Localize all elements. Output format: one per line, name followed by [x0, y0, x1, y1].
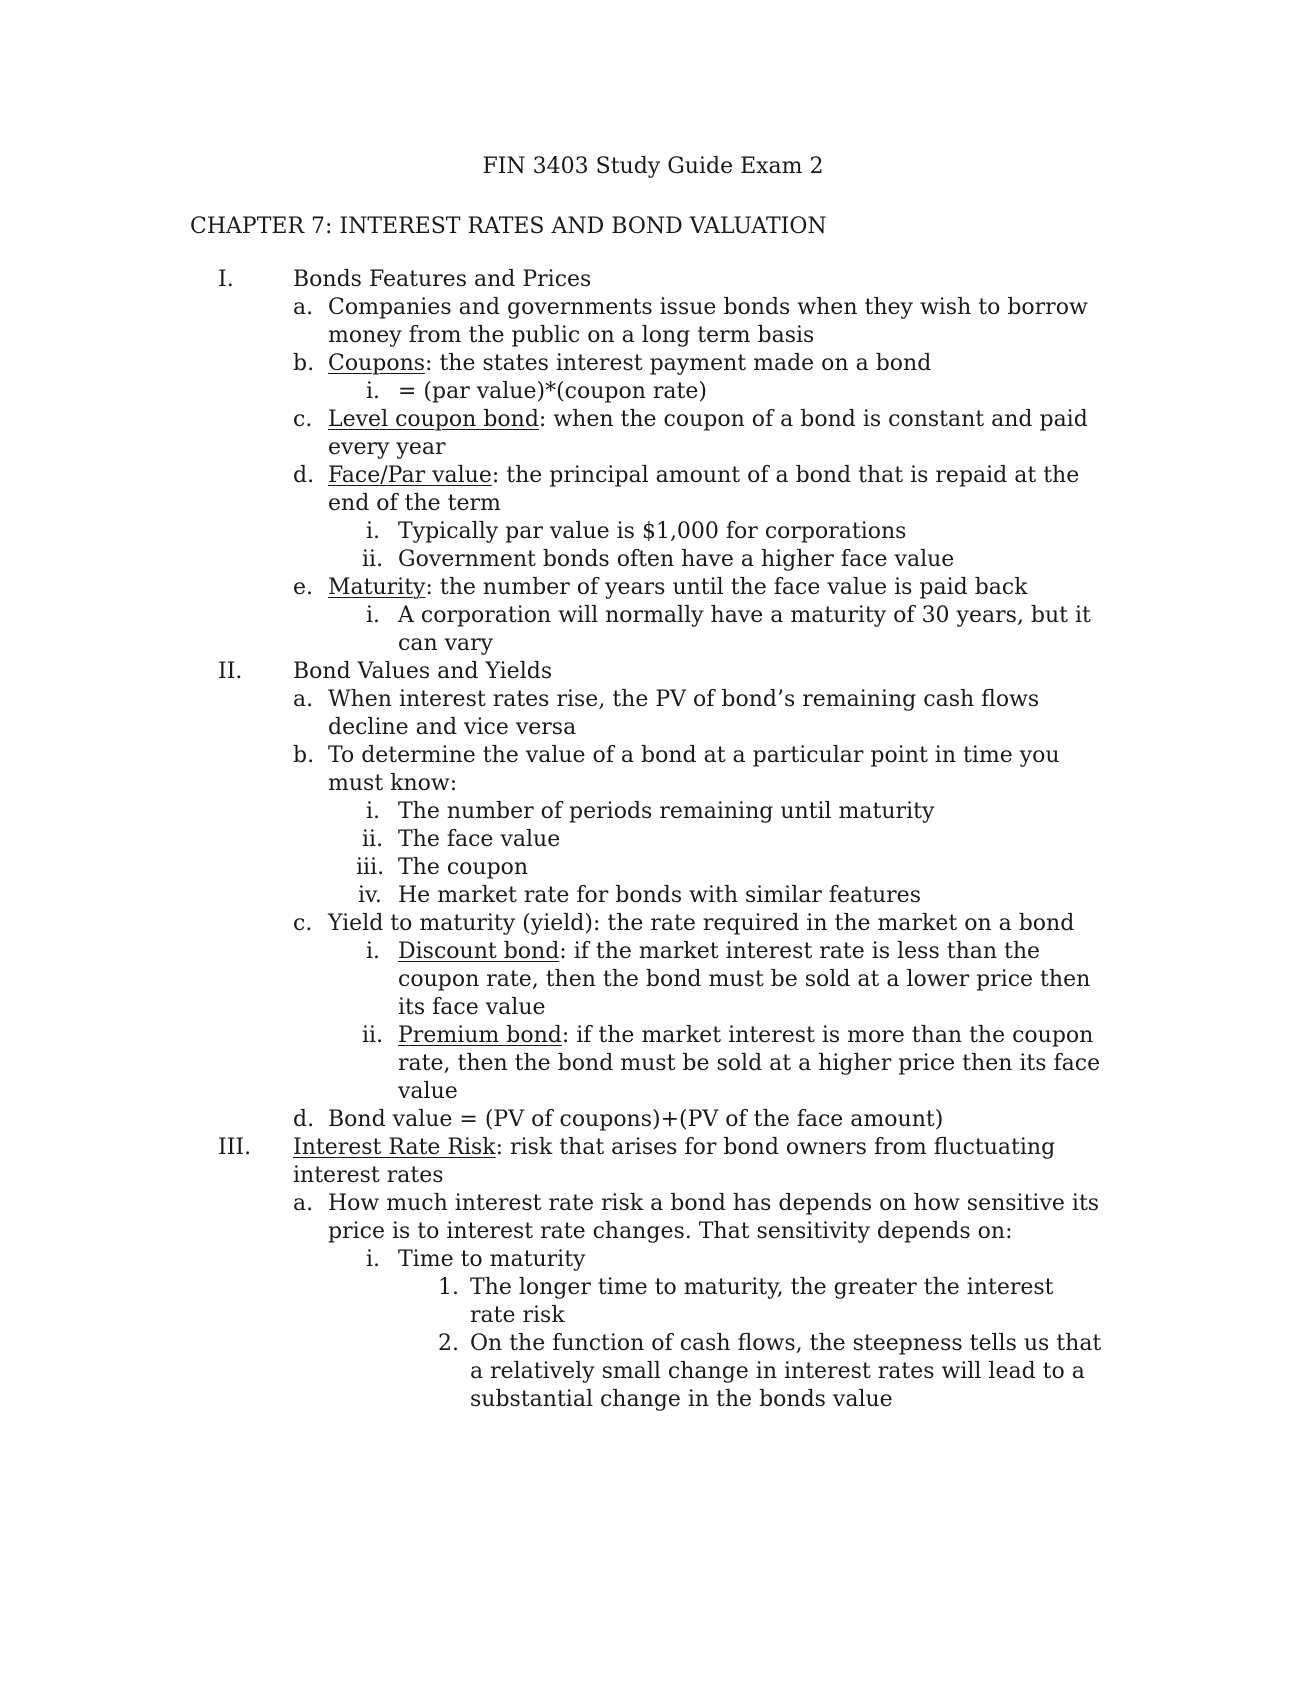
term-maturity: Maturity: [328, 575, 426, 600]
item-marker: b.: [293, 743, 315, 768]
item-text: [328, 349, 931, 379]
sub-text: value: [398, 1079, 458, 1104]
sub-marker: i.: [366, 379, 381, 404]
item-text: How much interest rate risk a bond has depends on how sensitive its: [328, 1191, 1100, 1216]
sub-marker: i.: [366, 1247, 381, 1272]
item-marker: a.: [293, 1191, 314, 1216]
item-text: When interest rates rise, the PV of bond’s remaining cash flows: [328, 687, 1040, 712]
sub-marker: i.: [366, 603, 381, 628]
section-marker: II.: [218, 659, 243, 684]
item-marker: a.: [293, 687, 314, 712]
item-text: must know:: [328, 771, 458, 796]
item-text: price is to interest rate changes. That sensitivity depends on:: [328, 1219, 1013, 1244]
subsub-marker: 2.: [438, 1331, 459, 1356]
section-heading: Bonds Features and Prices: [293, 267, 592, 292]
chapter-heading: CHAPTER 7: INTEREST RATES AND BOND VALUATION: [190, 214, 827, 239]
section-marker: I.: [218, 267, 234, 292]
section-heading: [293, 1133, 1055, 1163]
sub-marker: i.: [366, 939, 381, 964]
sub-marker: ii.: [362, 1023, 384, 1048]
sub-text: [398, 937, 1040, 967]
item-text: Companies and governments issue bonds when they wish to borrow: [328, 295, 1088, 320]
item-text: decline and vice versa: [328, 715, 577, 740]
sub-text: A corporation will normally have a maturity of 30 years, but it: [398, 603, 1091, 628]
item-text: : the principal amount of a bond that is repaid at the: [491, 463, 1080, 488]
item-text: end of the term: [328, 491, 501, 516]
term-level-coupon-bond: Level coupon bond: [328, 407, 539, 432]
sub-text: Time to maturity: [398, 1247, 586, 1272]
item-text: : the number of years until the face value is paid back: [425, 575, 1028, 600]
sub-text: can vary: [398, 631, 494, 656]
item-text: [328, 461, 1079, 491]
sub-text: [398, 1021, 1093, 1051]
subsub-text: The longer time to maturity, the greater the interest: [470, 1275, 1054, 1300]
sub-text: = (par value)*(coupon rate): [398, 379, 707, 404]
item-text: money from the public on a long term basis: [328, 323, 815, 348]
subsub-marker: 1.: [438, 1275, 459, 1300]
item-text: [328, 573, 1028, 603]
item-marker: c.: [293, 911, 313, 936]
item-text: To determine the value of a bond at a particular point in time you: [328, 743, 1060, 768]
item-marker: c.: [293, 407, 313, 432]
document-title: FIN 3403 Study Guide Exam 2: [482, 154, 824, 179]
term-interest-rate-risk: Interest Rate Risk: [293, 1135, 496, 1160]
sub-text: The number of periods remaining until maturity: [398, 799, 935, 824]
subsub-text: rate risk: [470, 1303, 565, 1328]
sub-text: Typically par value is $1,000 for corporations: [398, 519, 907, 544]
sub-marker: iii.: [356, 855, 385, 880]
sub-marker: ii.: [362, 547, 384, 572]
item-marker: b.: [293, 351, 315, 376]
item-text: : the states interest payment made on a bond: [425, 351, 932, 376]
term-coupons: Coupons: [328, 351, 426, 376]
sub-text: its face value: [398, 995, 546, 1020]
item-marker: d.: [293, 463, 315, 488]
item-marker: e.: [293, 575, 314, 600]
section-marker: III.: [218, 1135, 252, 1160]
item-text: every year: [328, 435, 446, 460]
sub-marker: i.: [366, 519, 381, 544]
sub-marker: i.: [366, 799, 381, 824]
section-heading-text: : risk that arises for bond owners from fluctuating: [495, 1135, 1056, 1160]
sub-text: rate, then the bond must be sold at a higher price then its face: [398, 1051, 1101, 1076]
sub-text: coupon rate, then the bond must be sold at a lower price then: [398, 967, 1091, 992]
subsub-text: On the function of cash flows, the steepness tells us that: [470, 1331, 1102, 1356]
item-marker: a.: [293, 295, 314, 320]
sub-text: The coupon: [398, 855, 529, 880]
sub-marker: iv.: [358, 883, 382, 908]
sub-marker: ii.: [362, 827, 384, 852]
item-text: Yield to maturity (yield): the rate required in the market on a bond: [328, 911, 1075, 936]
term-face-par-value: Face/Par value: [328, 463, 492, 488]
term-premium-bond: Premium bond: [398, 1023, 562, 1048]
sub-text: Government bonds often have a higher face value: [398, 547, 955, 572]
item-text: : when the coupon of a bond is constant and paid: [538, 407, 1088, 432]
section-heading: Bond Values and Yields: [293, 659, 553, 684]
sub-text: The face value: [398, 827, 561, 852]
item-text: [328, 405, 1088, 435]
sub-text: He market rate for bonds with similar features: [398, 883, 921, 908]
term-discount-bond: Discount bond: [398, 939, 560, 964]
sub-text: : if the market interest rate is less than the: [559, 939, 1041, 964]
sub-text: : if the market interest is more than the coupon: [561, 1023, 1094, 1048]
section-heading-text: interest rates: [293, 1163, 444, 1188]
subsub-text: substantial change in the bonds value: [470, 1387, 893, 1412]
item-text: Bond value = (PV of coupons)+(PV of the face amount): [328, 1107, 944, 1132]
item-marker: d.: [293, 1107, 315, 1132]
subsub-text: a relatively small change in interest rates will lead to a: [470, 1359, 1085, 1384]
